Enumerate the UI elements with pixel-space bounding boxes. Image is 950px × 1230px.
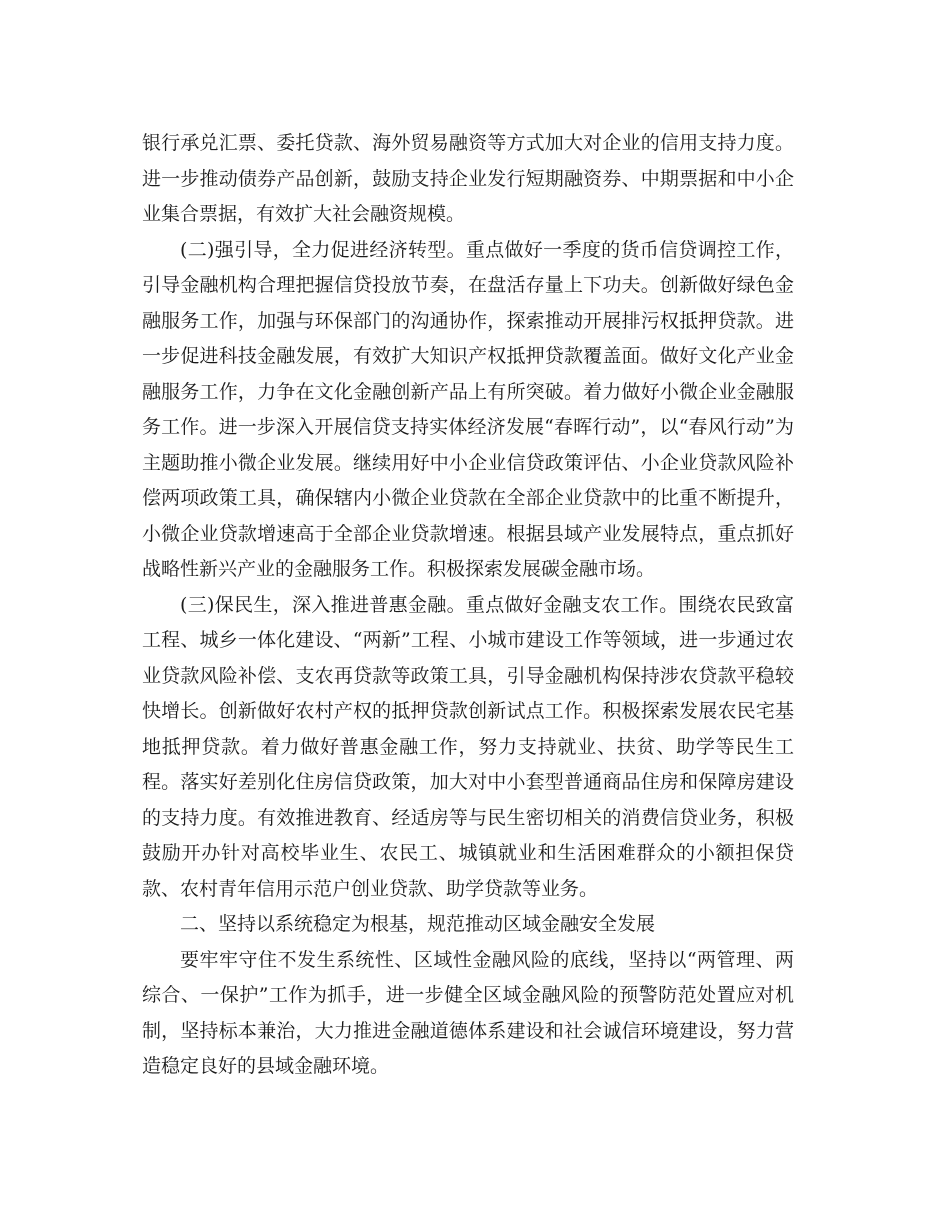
- section-heading: 二、坚持以系统稳定为根基，规范推动区域金融安全发展: [180, 913, 656, 935]
- paragraph-continuation: 银行承兑汇票、委托贷款、海外贸易融资等方式加大对企业的信用支持力度。进一步推动债券产品创新，鼓励支持企业发行短期融资券、中期票据和中小企业集合票据，有效扩大社会融资规模。: [142, 132, 794, 225]
- paragraph-financial-stability: 要牢牢守住不发生系统性、区域性金融风险的底线，坚持以“两管理、两综合、一保护”工作为抓手，进一步健全区域金融风险的预警防范处置应对机制，坚持标本兼治，大力推进金融道德体系建设和社会诚信环境建设，努力营造稳定良好的县域金融环境。: [142, 948, 794, 1077]
- paragraph-guidance-transformation: (二)强引导，全力促进经济转型。重点做好一季度的货币信贷调控工作，引导金融机构合理把握信贷投放节奏，在盘活存量上下功夫。创新做好绿色金融服务工作，加强与环保部门的沟通协作，探索推动开展排污权抵押贷款。进一步促进科技金融发展，有效扩大知识产权抵押贷款覆盖面。做好文化产业金融服务工作，力争在文化金融创新产品上有所突破。着力做好小微企业金融服务工作。进一步深入开展信贷支持实体经济发展“春晖行动”，以“春风行动”为主题助推小微企业发展。继续用好中小企业信贷政策评估、小企业贷款风险补偿两项政策工具，确保辖内小微企业贷款在全部企业贷款中的比重不断提升，小微企业贷款增速高于全部企业贷款增速。根据县域产业发展特点，重点抓好战略性新兴产业的金融服务工作。积极探索发展碳金融市场。: [142, 238, 794, 580]
- paragraph-inclusive-finance: (三)保民生，深入推进普惠金融。重点做好金融支农工作。围绕农民致富工程、城乡一体化建设、“两新”工程、小城市建设工作等领域，进一步通过农业贷款风险补偿、支农再贷款等政策工具，引导金融机构保持涉农贷款平稳较快增长。创新做好农村产权的抵押贷款创新试点工作。积极探索发展农民宅基地抵押贷款。着力做好普惠金融工作，努力支持就业、扶贫、助学等民生工程。落实好差别化住房信贷政策，加大对中小套型普通商品住房和保障房建设的支持力度。有效推进教育、经适房等与民生密切相关的消费信贷业务，积极鼓励开办针对高校毕业生、农民工、城镇就业和生活困难群众的小额担保贷款、农村青年信用示范户创业贷款、助学贷款等业务。: [142, 593, 794, 900]
- document-body: [142, 126, 794, 1085]
